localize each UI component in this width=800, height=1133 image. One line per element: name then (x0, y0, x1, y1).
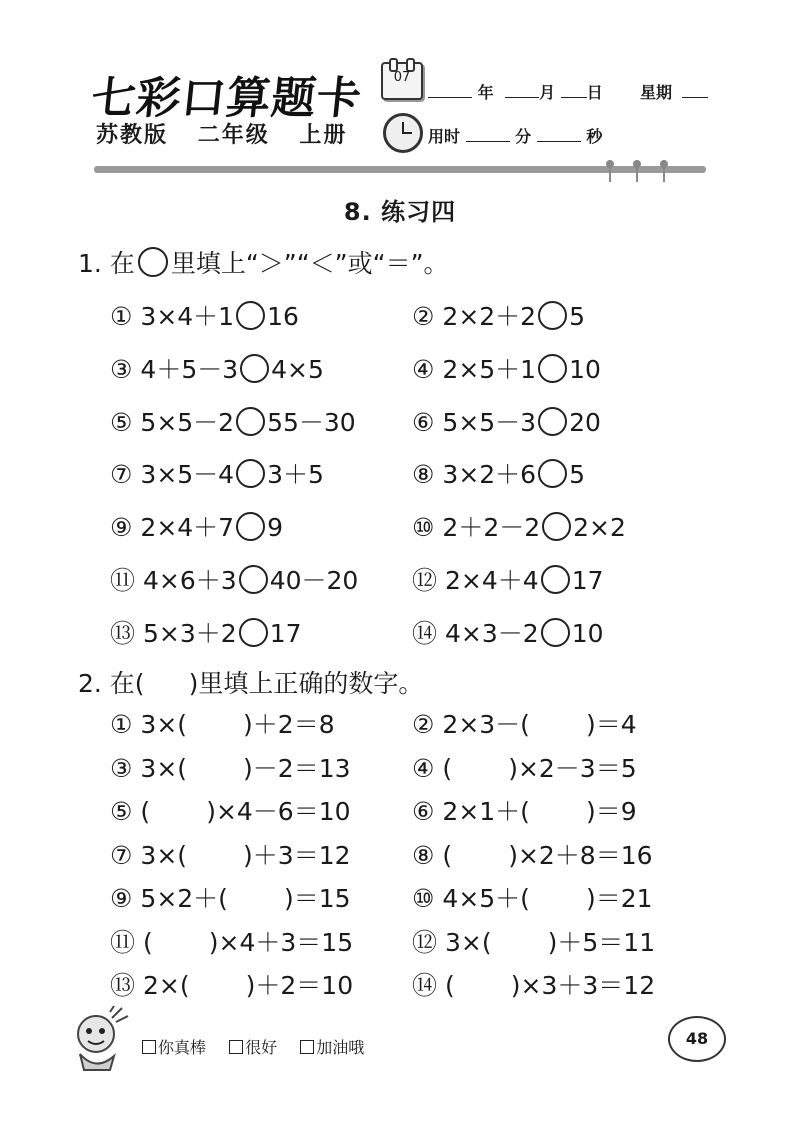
item-number: ⑥ (412, 797, 435, 826)
item-number: ② (412, 710, 435, 739)
item-number: ⑥ (412, 407, 435, 437)
answer-circle[interactable] (541, 618, 570, 647)
expression-after: )＋5＝11 (547, 927, 656, 957)
feedback-great[interactable]: 你真棒 (142, 1035, 206, 1058)
compare-item (110, 350, 324, 386)
expression-before: ( (143, 927, 153, 957)
compare-item (110, 561, 358, 597)
right-expression: 3＋5 (267, 460, 324, 490)
compare-item (110, 508, 283, 544)
left-expression: 2＋2－2 (442, 513, 541, 543)
fill-blank-item (110, 705, 335, 741)
item-number: ④ (412, 354, 435, 384)
left-expression: 4＋5－3 (140, 354, 239, 384)
right-expression: 55－30 (267, 407, 356, 437)
left-expression: 5×5－2 (140, 407, 235, 437)
expression-after: )×4＋3＝15 (208, 927, 354, 957)
left-expression: 2×4＋7 (140, 513, 235, 543)
answer-blank[interactable] (187, 841, 243, 870)
feedback-keep-going[interactable]: 加油哦 (300, 1035, 364, 1058)
left-expression: 5×3＋2 (143, 618, 237, 648)
answer-blank[interactable] (452, 754, 508, 783)
item-number: ⑪ (110, 927, 136, 957)
minutes-blank[interactable] (466, 127, 510, 142)
year-blank[interactable] (428, 83, 472, 98)
expression-after: )＝15 (283, 884, 351, 913)
answer-circle[interactable] (240, 354, 269, 383)
item-number: ⑬ (110, 618, 136, 648)
item-number: ① (110, 302, 133, 331)
left-expression: 2×2＋2 (442, 302, 537, 331)
expression-after: )×3＋3＝12 (510, 971, 656, 1000)
right-expression: 4×5 (271, 354, 324, 384)
header-divider (94, 166, 706, 173)
expression-before: ( (140, 797, 151, 826)
right-expression: 16 (267, 302, 299, 331)
right-expression: 2×2 (573, 513, 626, 543)
fill-blank-item (412, 749, 637, 785)
item-number: ② (412, 302, 435, 331)
expression-before: 5×2＋( (140, 884, 228, 913)
checkbox-icon[interactable] (229, 1040, 243, 1054)
time-fields (428, 124, 602, 147)
item-number: ⑤ (110, 797, 133, 826)
answer-circle[interactable] (538, 354, 567, 383)
expression-after: )×2－3＝5 (508, 753, 637, 783)
item-number: ⑭ (412, 618, 438, 648)
day-blank[interactable] (561, 83, 587, 98)
fill-blank-item (412, 879, 653, 915)
expression-before: ( (442, 753, 453, 783)
answer-circle[interactable] (236, 459, 265, 488)
calendar-icon (381, 62, 423, 100)
answer-blank[interactable] (530, 710, 586, 739)
compare-item (110, 297, 299, 333)
answer-blank[interactable] (452, 841, 508, 870)
expression-before: 3×( (445, 927, 492, 957)
expression-before: 4×5＋( (442, 884, 530, 913)
right-expression: 10 (571, 618, 604, 648)
item-number: ⑨ (110, 884, 133, 913)
right-expression: 5 (569, 302, 585, 331)
fill-blank-item (110, 792, 351, 828)
answer-circle[interactable] (538, 407, 567, 436)
item-number: ⑧ (412, 460, 435, 490)
left-expression: 2×5＋1 (442, 354, 537, 384)
fill-blank-item (110, 879, 351, 915)
clock-icon (383, 113, 423, 153)
right-expression: 5 (569, 460, 585, 490)
right-expression: 17 (269, 618, 302, 648)
edition-label (96, 118, 367, 149)
fill-blank-item (412, 966, 655, 1002)
answer-circle[interactable] (236, 512, 265, 541)
compare-item (110, 455, 324, 491)
compare-item (412, 508, 626, 544)
weekday-label: 星期 (639, 83, 672, 102)
fill-blank-item (412, 836, 653, 872)
left-expression: 4×6＋3 (143, 566, 237, 595)
edition-volume: 上册 (299, 123, 348, 148)
item-number: ③ (110, 753, 133, 783)
question-2-instruction: 2. 在( )里填上正确的数字。 (78, 669, 424, 698)
fill-blank-item (412, 792, 637, 828)
right-expression: 20 (569, 407, 601, 437)
item-number: ⑪ (110, 566, 136, 595)
left-expression: 3×5－4 (140, 460, 235, 490)
compare-item (412, 350, 601, 386)
item-number: ④ (412, 753, 435, 783)
answer-blank[interactable] (190, 971, 246, 1000)
compare-item (412, 614, 604, 650)
time-used-label: 用时 (428, 127, 461, 146)
item-number: ⑤ (110, 407, 133, 437)
item-number: ⑭ (412, 971, 438, 1000)
answer-blank[interactable] (187, 754, 243, 783)
compare-item (110, 614, 302, 650)
card-title: 七彩口算题卡 (88, 73, 365, 124)
feedback-good[interactable]: 很好 (229, 1035, 277, 1058)
compare-item (110, 403, 356, 439)
expression-before: 3×( (140, 840, 188, 870)
item-number: ③ (110, 354, 133, 384)
fill-blank-item (110, 966, 353, 1002)
answer-circle[interactable] (239, 618, 268, 647)
seconds-label: 秒 (586, 127, 603, 146)
compare-item (412, 297, 585, 333)
expression-before: 2×3－( (442, 710, 530, 739)
lesson-title: 8. 练习四 (343, 198, 457, 226)
item-number: ⑩ (412, 513, 435, 543)
weekday-blank[interactable] (682, 83, 708, 98)
item-number: ① (110, 710, 133, 739)
calendar-day: 07 (393, 70, 411, 85)
page-number: 48 (668, 1016, 726, 1062)
month-blank[interactable] (505, 83, 539, 98)
left-expression: 4×3－2 (445, 618, 539, 648)
expression-before: ( (445, 971, 455, 1000)
question-1-instruction: 1. 在 里填上“＞”“＜”或“＝”。 (78, 249, 449, 278)
answer-blank[interactable] (530, 884, 586, 913)
circle-symbol-icon (138, 247, 168, 277)
item-number: ⑫ (412, 566, 438, 595)
item-number: ⑦ (110, 460, 133, 490)
fill-blank-item (412, 923, 655, 959)
edition-grade: 二年级 (197, 123, 270, 148)
expression-after: )＋3＝12 (243, 840, 351, 870)
expression-after: )×2＋8＝16 (508, 840, 653, 870)
month-label: 月 (539, 83, 556, 102)
item-number: ⑩ (412, 884, 435, 913)
expression-after: )＝21 (585, 884, 653, 913)
answer-circle[interactable] (239, 565, 268, 594)
answer-circle[interactable] (538, 301, 567, 330)
checkbox-icon[interactable] (142, 1040, 156, 1054)
answer-blank[interactable] (228, 884, 284, 913)
answer-blank[interactable] (492, 928, 548, 957)
expression-after: )＝9 (585, 797, 637, 826)
expression-before: 2×1＋( (442, 797, 530, 826)
date-fields (428, 80, 708, 103)
compare-item (412, 561, 604, 597)
expression-before: 3×( (140, 710, 188, 739)
answer-circle[interactable] (538, 459, 567, 488)
fill-blank-item (110, 923, 353, 959)
item-number: ⑬ (110, 971, 136, 1000)
minutes-label: 分 (515, 127, 532, 146)
answer-circle[interactable] (542, 512, 571, 541)
expression-before: 3×( (140, 753, 188, 783)
right-expression: 10 (569, 354, 601, 384)
answer-circle[interactable] (236, 407, 265, 436)
left-expression: 3×4＋1 (140, 302, 235, 331)
answer-blank[interactable] (153, 928, 209, 957)
expression-after: )×4－6＝10 (206, 797, 351, 826)
fill-blank-item (412, 705, 637, 741)
year-label: 年 (477, 83, 494, 102)
answer-circle[interactable] (541, 565, 570, 594)
left-expression: 2×4＋4 (445, 566, 539, 595)
fill-blank-item (110, 749, 351, 785)
fill-blank-item (110, 836, 351, 872)
day-label: 日 (586, 83, 603, 102)
answer-circle[interactable] (236, 301, 265, 330)
item-number: ⑧ (412, 840, 435, 870)
left-expression: 3×2＋6 (442, 460, 537, 490)
checkbox-icon[interactable] (300, 1040, 314, 1054)
compare-item (412, 455, 585, 491)
answer-blank[interactable] (150, 797, 206, 826)
expression-after: )＋2＝8 (243, 710, 335, 739)
seconds-blank[interactable] (537, 127, 581, 142)
expression-before: 2×( (143, 971, 190, 1000)
answer-blank[interactable] (530, 797, 586, 826)
right-expression: 17 (571, 566, 604, 595)
right-expression: 9 (267, 513, 283, 543)
feedback-options (142, 1035, 382, 1058)
left-expression: 5×5－3 (442, 407, 537, 437)
item-number: ⑫ (412, 927, 438, 957)
compare-item (412, 403, 601, 439)
expression-after: )－2＝13 (243, 753, 351, 783)
right-expression: 40－20 (269, 566, 359, 595)
edition-publisher: 苏教版 (96, 123, 169, 148)
item-number: ⑦ (110, 840, 133, 870)
mascot-illustration (66, 1004, 132, 1074)
item-number: ⑨ (110, 513, 133, 543)
expression-after: )＋2＝10 (245, 971, 354, 1000)
expression-before: ( (442, 840, 453, 870)
answer-blank[interactable] (455, 971, 511, 1000)
answer-blank[interactable] (187, 710, 243, 739)
expression-after: )＝4 (585, 710, 637, 739)
